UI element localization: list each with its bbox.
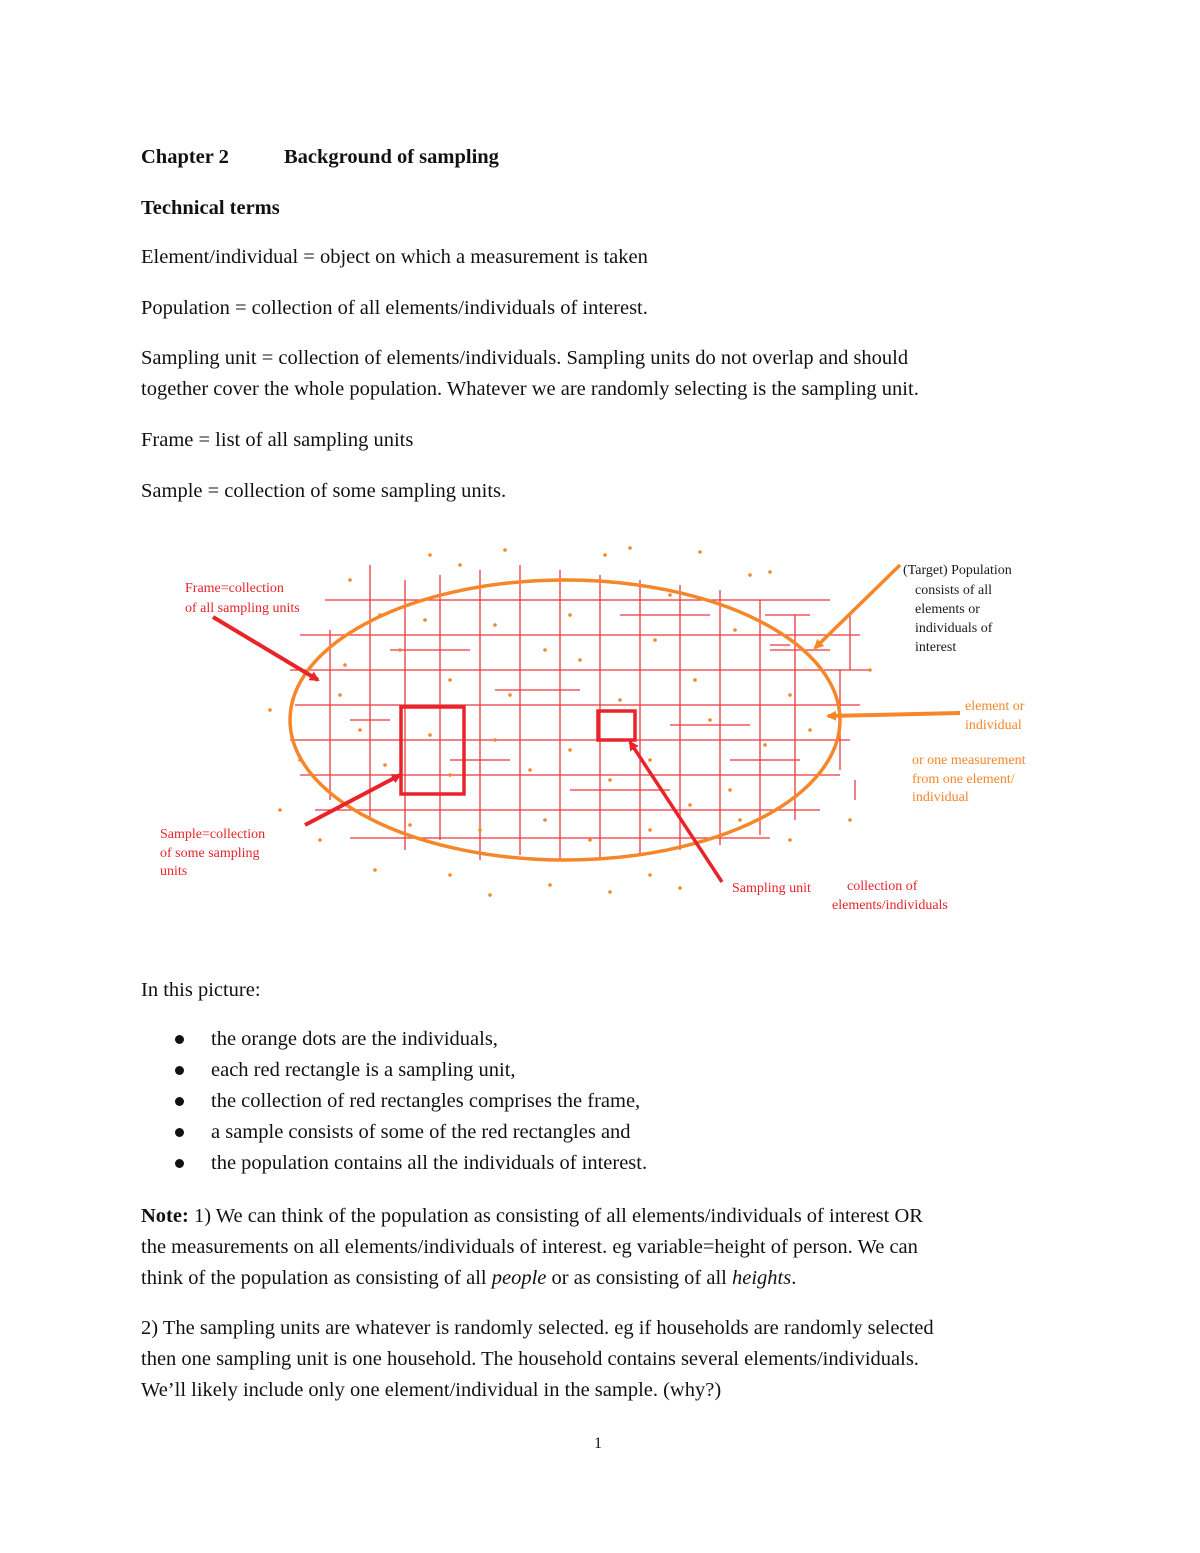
- bullet-icon: [175, 1066, 184, 1075]
- bullet-icon: [175, 1159, 184, 1168]
- list-item: the collection of red rectangles comprises the frame,: [141, 1086, 647, 1117]
- list-item: the population contains all the individuals of interest.: [141, 1148, 647, 1179]
- bullet-icon: [175, 1128, 184, 1137]
- sampling-unit-label: Sampling unit: [732, 881, 811, 896]
- definition-sampling-unit-line2: together cover the whole population. Whatever we are randomly selecting is the sampling unit.: [141, 378, 919, 400]
- definition-element: Element/individual = object on which a measurement is taken: [141, 246, 648, 268]
- intro-text: In this picture:: [141, 979, 261, 1001]
- page-number: 1: [594, 1435, 602, 1452]
- frame-grid: [290, 565, 870, 860]
- point2-line1: 2) The sampling units are whatever is randomly selected. eg if households are randomly selected: [141, 1317, 934, 1339]
- note-label: Note:: [141, 1205, 189, 1227]
- sample-label-line1: Sample=collection: [160, 827, 266, 842]
- element-label-line1: element or: [965, 699, 1025, 714]
- frame-arrow: [213, 617, 318, 680]
- bullet-icon: [175, 1035, 184, 1044]
- technical-terms-heading: Technical terms: [141, 197, 280, 219]
- element-arrow: [828, 713, 960, 716]
- sampling-unit-arrow: [630, 742, 722, 882]
- definition-sampling-unit-line1: Sampling unit = collection of elements/individuals. Sampling units do not overlap and should: [141, 347, 909, 369]
- collection-label-line2: elements/individuals: [832, 898, 948, 913]
- note-line3: think of the population as consisting of all people or as consisting of all heights.: [141, 1267, 797, 1289]
- individual-dots: [268, 546, 872, 897]
- element-label-line2: individual: [965, 718, 1022, 733]
- explanation-list: [141, 1024, 647, 1179]
- bullet-icon: [175, 1097, 184, 1106]
- population-label-line1: (Target) Population: [903, 563, 1012, 578]
- frame-label-line2: of all sampling units: [185, 601, 300, 616]
- sampling-diagram: [150, 520, 1050, 920]
- chapter-number: Chapter 2: [141, 146, 229, 168]
- population-label-line2: consists of all: [915, 583, 992, 598]
- measurement-label-line2: from one element/: [912, 772, 1015, 787]
- population-label-line4: individuals of: [915, 621, 993, 636]
- sample-unit-large: [401, 707, 464, 794]
- list-item: a sample consists of some of the red rectangles and: [141, 1117, 647, 1148]
- definition-sample: Sample = collection of some sampling units.: [141, 480, 507, 502]
- measurement-label-line3: individual: [912, 790, 969, 805]
- definition-frame: Frame = list of all sampling units: [141, 429, 414, 451]
- chapter-heading: [141, 142, 499, 173]
- sample-unit-small: [598, 711, 635, 740]
- measurement-label-line1: or one measurement: [912, 753, 1026, 768]
- population-label-line5: interest: [915, 640, 957, 655]
- note-line1: Note: 1) We can think of the population as consisting of all elements/individuals of interest OR: [141, 1205, 923, 1227]
- list-item: each red rectangle is a sampling unit,: [141, 1055, 647, 1086]
- frame-label-line1: Frame=collection: [185, 581, 284, 596]
- note-line2: the measurements on all elements/individuals of interest. eg variable=height of person. We can: [141, 1236, 918, 1258]
- population-label-line3: elements or: [915, 602, 980, 617]
- sample-label-line2: of some sampling: [160, 846, 260, 861]
- point2-line3: We’ll likely include only one element/individual in the sample. (why?): [141, 1379, 722, 1401]
- list-item: the orange dots are the individuals,: [141, 1024, 647, 1055]
- chapter-title: Background of sampling: [284, 146, 499, 168]
- emphasis-heights: heights: [732, 1267, 792, 1289]
- point2-line2: then one sampling unit is one household. The household contains several elements/individuals.: [141, 1348, 919, 1370]
- collection-label-line1: collection of: [847, 879, 918, 894]
- emphasis-people: people: [491, 1267, 547, 1289]
- sample-label-line3: units: [160, 864, 188, 879]
- definition-population: Population = collection of all elements/individuals of interest.: [141, 297, 648, 319]
